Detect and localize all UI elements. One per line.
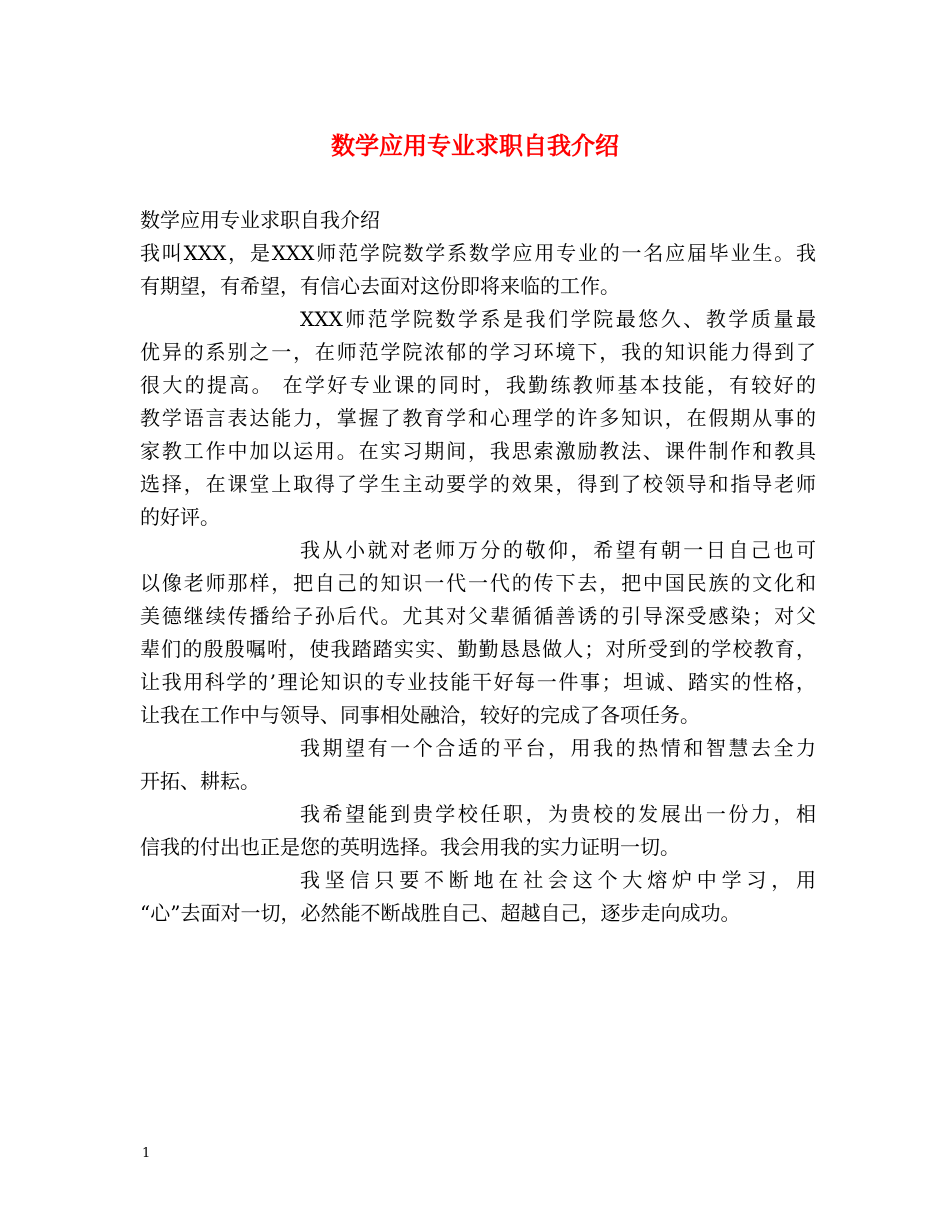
document-body	[140, 204, 816, 930]
text-line: 家教工作中加以运用。在实习期间，我思索激励教法、课件制作和教具	[140, 439, 816, 463]
text-line: “心”去面对一切，必然能不断战胜自己、超越自己，逐步走向成功。	[140, 901, 741, 925]
text-line: 教学语言表达能力，掌握了教育学和心理学的许多知识，在假期从事的	[140, 406, 816, 430]
text-line: 辈们的殷殷嘱咐，使我踏踏实实、勤勤恳恳做人；对所受到的学校教育，	[140, 637, 816, 661]
text-line: 美德继续传播给子孙后代。尤其对父辈循循善诱的引导深受感染；对父	[140, 604, 816, 628]
text-line: 我坚信只要不断地在社会这个大熔炉中学习，用	[300, 868, 816, 892]
text-line: 有期望，有希望，有信心去面对这份即将来临的工作。	[140, 274, 620, 298]
text-line: 很大的提高。 在学好专业课的同时，我勤练教师基本技能，有较好的	[140, 373, 816, 397]
text-line: 开拓、耕耘。	[140, 769, 260, 793]
text-line: 我希望能到贵学校任职，为贵校的发展出一份力，相	[300, 802, 816, 826]
text-line: 选择，在课堂上取得了学生主动要学的效果，得到了校领导和指导老师	[140, 472, 816, 496]
text-line: 数学应用专业求职自我介绍	[140, 208, 380, 232]
text-line: 让我在工作中与领导、同事相处融洽，较好的完成了各项任务。	[140, 703, 700, 727]
text-line: 以像老师那样，把自己的知识一代一代的传下去，把中国民族的文化和	[140, 571, 816, 595]
text-line: 我期望有一个合适的平台，用我的热情和智慧去全力	[300, 736, 816, 760]
text-line: 我叫XXX，是XXX师范学院数学系数学应用专业的一名应届毕业生。我	[140, 241, 816, 265]
text-line: 优异的系别之一，在师范学院浓郁的学习环境下，我的知识能力得到了	[140, 340, 816, 364]
text-line: 让我用科学的’理论知识的专业技能干好每一件事；坦诚、踏实的性格，	[140, 670, 816, 694]
text-line: 我从小就对老师万分的敬仰，希望有朝一日自己也可	[300, 538, 816, 562]
document-title: 数学应用专业求职自我介绍	[331, 131, 619, 160]
text-line: 的好评。	[140, 505, 220, 529]
text-line: 信我的付出也正是您的英明选择。我会用我的实力证明一切。	[140, 835, 680, 859]
page-number: 1	[142, 1146, 151, 1161]
text-line: XXX师范学院数学系是我们学院最悠久、教学质量最	[300, 307, 816, 331]
